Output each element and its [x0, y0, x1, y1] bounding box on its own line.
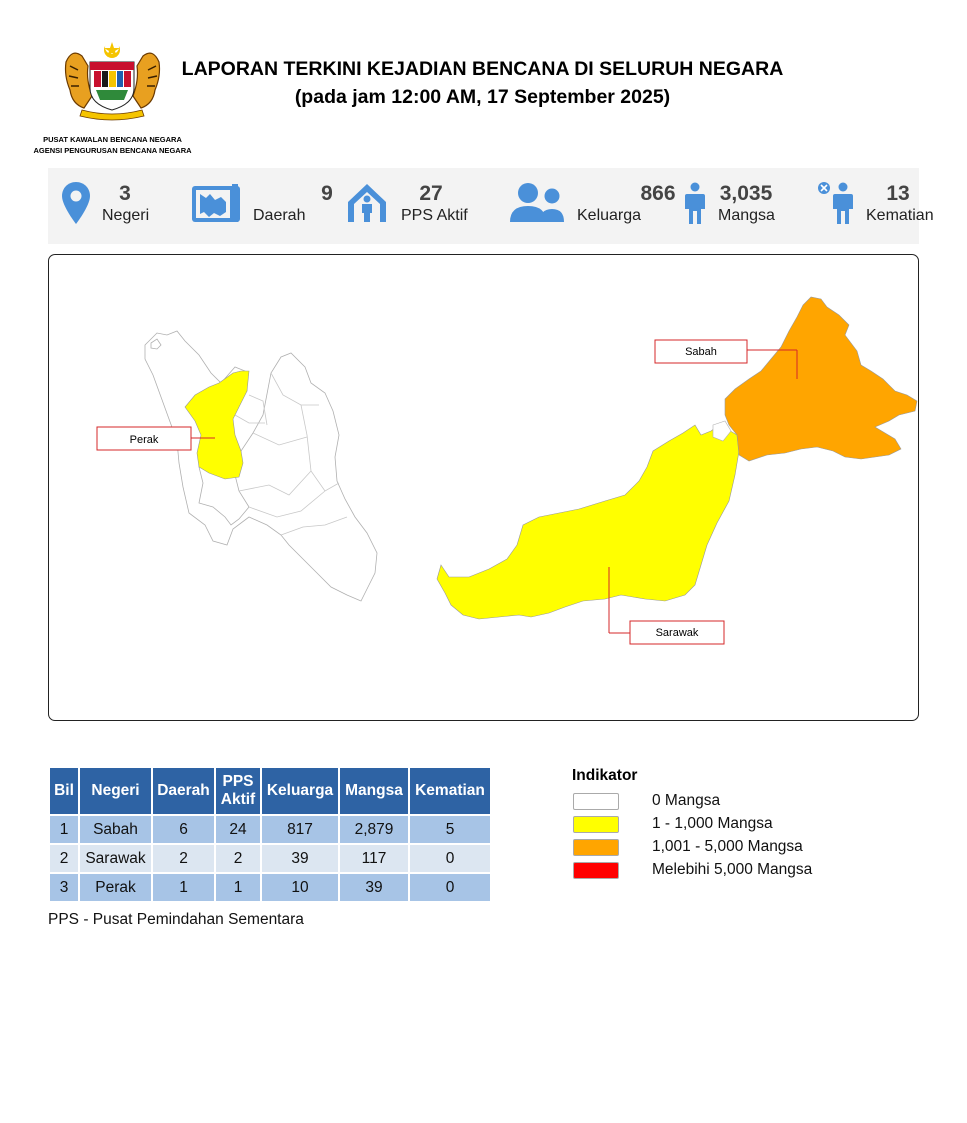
- th-keluarga: Keluarga: [262, 768, 338, 814]
- stat-value: 9: [321, 182, 333, 205]
- legend-swatch: [573, 839, 619, 856]
- map-legend: [572, 767, 813, 883]
- cell-kematian: 0: [410, 845, 490, 872]
- cell-negeri: Sabah: [80, 816, 151, 843]
- report-title: LAPORAN TERKINI KEJADIAN BENCANA DI SELURUH NEGARA: [181, 58, 784, 80]
- stat-value: 866: [640, 182, 676, 205]
- cell-pps-aktif: 2: [216, 845, 260, 872]
- peninsular-outline: [145, 331, 377, 601]
- cell-bil: 1: [50, 816, 78, 843]
- stat-label: Daerah: [253, 207, 306, 224]
- stat-negeri: [48, 168, 188, 244]
- coat-of-arms-logo: [60, 40, 165, 125]
- shelter-icon: [346, 182, 388, 224]
- map-pin-icon: [62, 182, 90, 224]
- stat-label: Mangsa: [718, 207, 775, 224]
- person-icon: [684, 182, 706, 224]
- legend-swatch: [573, 793, 619, 810]
- agency-name: [20, 134, 205, 156]
- stats-bar: [48, 168, 934, 244]
- stat-mangsa: [668, 168, 818, 244]
- cell-kematian: 5: [410, 816, 490, 843]
- th-kematian: Kematian: [410, 768, 490, 814]
- stat-value: 13: [886, 182, 910, 205]
- malaysia-map: [48, 254, 919, 721]
- stat-kematian: [816, 168, 934, 244]
- legend-swatch: [573, 816, 619, 833]
- cell-bil: 2: [50, 845, 78, 872]
- th-daerah: Daerah: [153, 768, 214, 814]
- family-icon: [510, 182, 566, 224]
- legend-label: Melebihi 5,000 Mangsa: [652, 861, 813, 878]
- legend-label: 0 Mangsa: [652, 792, 721, 809]
- cell-keluarga: 817: [262, 816, 338, 843]
- agency-line-2: AGENSI PENGURUSAN BENCANA NEGARA: [33, 146, 192, 155]
- legend-item: [572, 814, 773, 837]
- table-footnote: PPS - Pusat Pemindahan Sementara: [48, 911, 304, 928]
- table-row: [50, 874, 490, 901]
- cell-negeri: Sarawak: [80, 845, 151, 872]
- cell-bil: 3: [50, 874, 78, 901]
- legend-item: [572, 837, 803, 860]
- stat-label: Keluarga: [577, 207, 642, 224]
- sabah-state: [725, 297, 917, 461]
- cell-mangsa: 117: [340, 845, 408, 872]
- cell-mangsa: 39: [340, 874, 408, 901]
- legend-label: 1,001 - 5,000 Mangsa: [652, 838, 803, 855]
- cell-keluarga: 39: [262, 845, 338, 872]
- callout-label-sabah: Sabah: [685, 346, 717, 358]
- th-bil: Bil: [50, 768, 78, 814]
- stat-label: Negeri: [102, 207, 150, 224]
- cell-daerah: 2: [153, 845, 214, 872]
- legend-title: Indikator: [572, 767, 638, 784]
- table-row: [50, 816, 490, 843]
- th-negeri: Negeri: [80, 768, 151, 814]
- death-icon: [818, 182, 854, 224]
- cell-pps-aktif: 24: [216, 816, 260, 843]
- callout-label-perak: Perak: [129, 434, 159, 446]
- stat-label: Kematian: [866, 207, 934, 224]
- cell-pps-aktif: 1: [216, 874, 260, 901]
- legend-swatch: [573, 862, 619, 879]
- legend-item: [572, 791, 721, 814]
- stat-label: PPS Aktif: [401, 207, 468, 224]
- cell-negeri: Perak: [80, 874, 151, 901]
- report-subtitle: (pada jam 12:00 AM, 17 September 2025): [294, 86, 671, 108]
- cell-mangsa: 2,879: [340, 816, 408, 843]
- stat-value: 3,035: [719, 182, 773, 205]
- agency-line-1: PUSAT KAWALAN BENCANA NEGARA: [43, 135, 182, 144]
- table-row: [50, 845, 490, 872]
- stat-daerah: [188, 168, 338, 244]
- stat-keluarga: [508, 168, 676, 244]
- report-title-block: [160, 55, 805, 111]
- state-summary-table: [48, 766, 492, 903]
- th-mangsa: Mangsa: [340, 768, 408, 814]
- th-pps-aktif: [216, 768, 260, 814]
- legend-item: [572, 860, 813, 883]
- district-map-icon: [192, 182, 240, 224]
- th-pps-aktif-text: PPS Aktif: [220, 773, 256, 808]
- table-header-row: [50, 768, 490, 814]
- sarawak-state: [437, 425, 739, 619]
- peninsular-malaysia: [145, 331, 377, 601]
- cell-keluarga: 10: [262, 874, 338, 901]
- cell-daerah: 1: [153, 874, 214, 901]
- stat-value: 27: [419, 182, 443, 205]
- cell-kematian: 0: [410, 874, 490, 901]
- legend-label: 1 - 1,000 Mangsa: [652, 815, 773, 832]
- stat-pps-aktif: [344, 168, 504, 244]
- cell-daerah: 6: [153, 816, 214, 843]
- stat-value: 3: [119, 182, 131, 205]
- callout-label-sarawak: Sarawak: [655, 627, 699, 639]
